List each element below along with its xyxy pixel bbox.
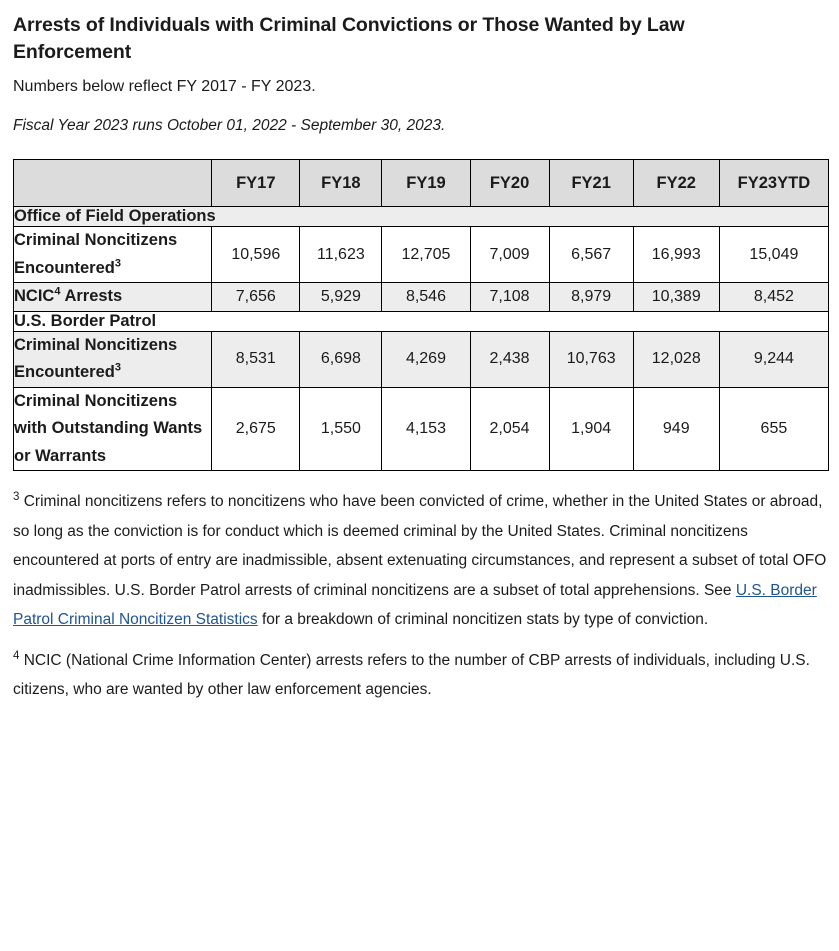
cell-value: 9,244 [719, 331, 828, 387]
cell-value: 1,904 [549, 387, 633, 471]
cell-value: 10,389 [633, 283, 719, 312]
table-row [14, 331, 829, 387]
row-label-text: Criminal Noncitizens Encountered [14, 231, 178, 277]
cell-value: 16,993 [633, 227, 719, 283]
footnote-marker: 3 [114, 257, 121, 269]
cell-value: 8,546 [382, 283, 470, 312]
cell-value: 15,049 [719, 227, 828, 283]
row-label-ofo-criminal-noncitizens-encountered [14, 227, 212, 283]
cell-value: 2,675 [212, 387, 300, 471]
row-label-suffix: Arrests [60, 287, 123, 305]
table-row [14, 387, 829, 471]
cell-value: 4,153 [382, 387, 470, 471]
cell-value: 2,438 [470, 331, 549, 387]
section-title-usbp: U.S. Border Patrol [14, 311, 829, 331]
table-header [14, 160, 829, 207]
footnote-marker-3: 3 [13, 490, 20, 503]
header-cell-fy23ytd: FY23YTD [719, 160, 828, 207]
header-cell-fy21: FY21 [549, 160, 633, 207]
footnote-3 [13, 487, 827, 635]
header-cell-fy22: FY22 [633, 160, 719, 207]
fiscal-year-note: Fiscal Year 2023 runs October 01, 2022 - September 30, 2023. [13, 117, 446, 134]
footnotes-section [13, 487, 827, 705]
section-title-ofo: Office of Field Operations [14, 207, 829, 227]
cell-value: 10,763 [549, 331, 633, 387]
row-label-text: Criminal Noncitizens with Outstanding Wants or Warrants [14, 391, 203, 465]
footnote-4-text: NCIC (National Crime Information Center) arrests refers to the number of CBP arrests of individuals, including U.S. citizens, who are wanted by other law enforcement agencies. [13, 651, 810, 698]
header-cell-fy18: FY18 [300, 160, 382, 207]
header-cell-fy19: FY19 [382, 160, 470, 207]
cell-value: 8,531 [212, 331, 300, 387]
cell-value: 1,550 [300, 387, 382, 471]
row-label-usbp-outstanding-wants-warrants [14, 387, 212, 471]
cell-value: 2,054 [470, 387, 549, 471]
cell-value: 8,452 [719, 283, 828, 312]
cell-value: 12,705 [382, 227, 470, 283]
table-row [14, 283, 829, 312]
row-label-text: Criminal Noncitizens Encountered [14, 335, 178, 381]
usbp-criminal-noncitizen-statistics-link[interactable]: U.S. Border Patrol Criminal Noncitizen Statistics [13, 581, 817, 628]
section-header-row-usbp [14, 311, 829, 331]
footnote-marker: 4 [54, 285, 61, 298]
footnote-marker-4: 4 [13, 649, 20, 662]
header-cell-fy17: FY17 [212, 160, 300, 207]
table-header-row [14, 160, 829, 207]
cell-value: 11,623 [300, 227, 382, 283]
table-row [14, 227, 829, 283]
row-label-usbp-criminal-noncitizens-encountered [14, 331, 212, 387]
cell-value: 7,009 [470, 227, 549, 283]
cell-value: 4,269 [382, 331, 470, 387]
section-header-row-ofo [14, 207, 829, 227]
row-label-prefix: NCIC [14, 287, 55, 305]
cell-value: 655 [719, 387, 828, 471]
row-label-ofo-ncic-arrests [14, 283, 212, 312]
cell-value: 5,929 [300, 283, 382, 312]
cell-value: 949 [633, 387, 719, 471]
cell-value: 12,028 [633, 331, 719, 387]
arrests-statistics-table [13, 159, 829, 471]
cell-value: 8,979 [549, 283, 633, 312]
table-body [14, 207, 829, 471]
header-cell-corner [14, 160, 212, 207]
cell-value: 7,108 [470, 283, 549, 312]
footnote-3-text-after-link: for a breakdown of criminal noncitizen stats by type of conviction. [257, 611, 709, 628]
header-cell-fy20: FY20 [470, 160, 549, 207]
cell-value: 10,596 [212, 227, 300, 283]
footnote-4 [13, 646, 827, 705]
cell-value: 6,567 [549, 227, 633, 283]
footnote-3-text-before-link: Criminal noncitizens refers to noncitizens who have been convicted of crime, whether in the United States or abroad, so long as the conviction is for conduct which is deemed criminal by the United States. Criminal noncitizens encountered at ports of entry are inadmissible, absent extenuating circumstances, and represent a subset of total OFO inadmissibles. U.S. Border Patrol arrests of criminal noncitizens are a subset of total apprehensions. See [13, 493, 827, 599]
cell-value: 6,698 [300, 331, 382, 387]
cell-value: 7,656 [212, 283, 300, 312]
subtitle-text: Numbers below reflect FY 2017 - FY 2023. [13, 78, 316, 95]
page-title: Arrests of Individuals with Criminal Convictions or Those Wanted by Law Enforcement [13, 14, 685, 63]
footnote-marker: 3 [114, 361, 121, 374]
